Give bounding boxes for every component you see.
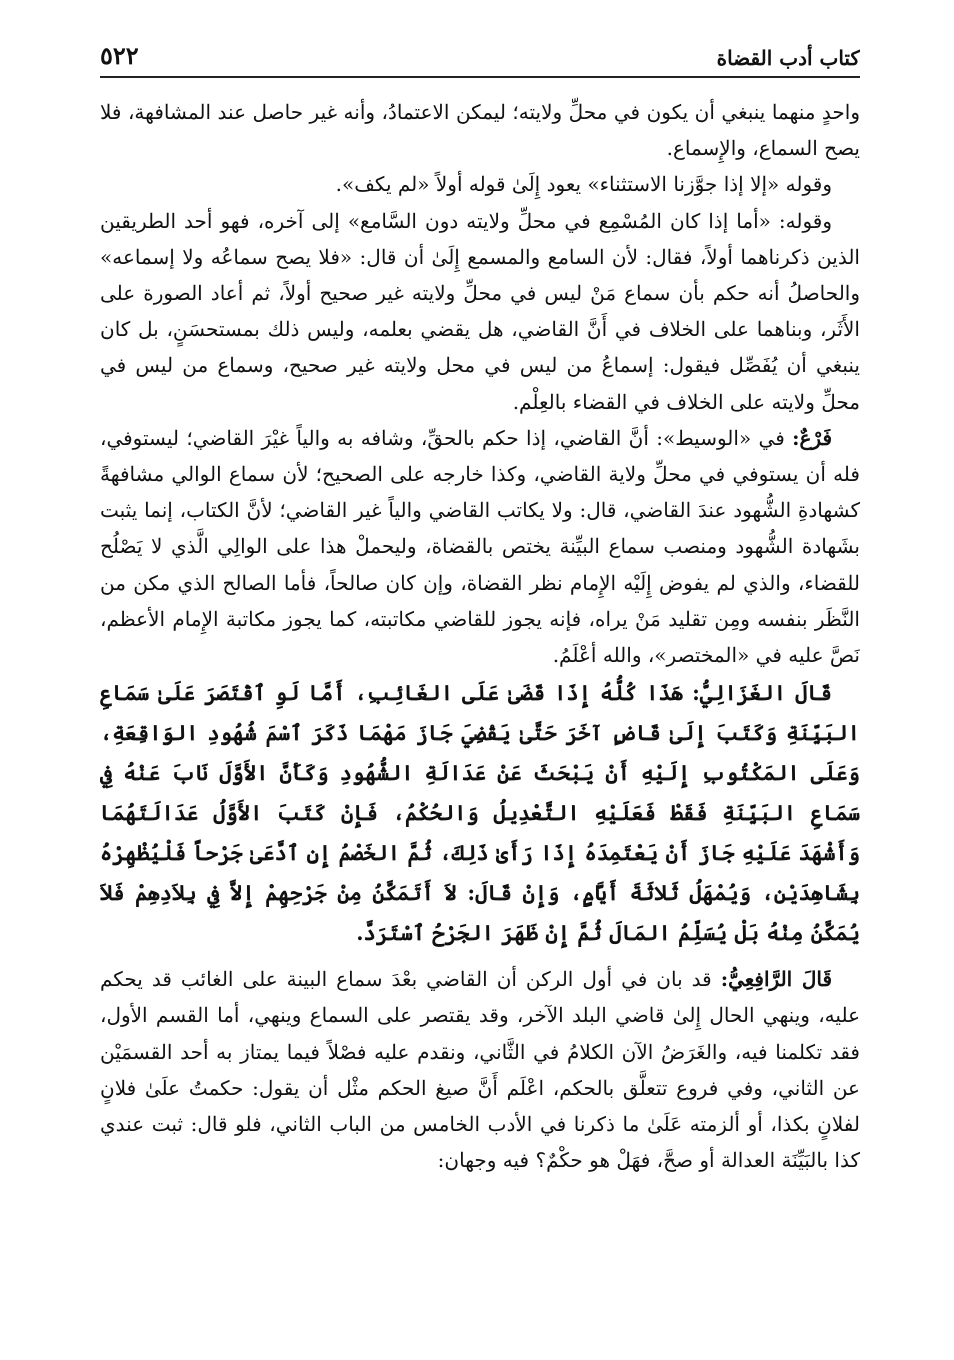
paragraph-text: هَذَا كُلُّهُ إِذَا قَضَىٰ عَلَى الغَائِبِ، أَمَّا لَوِ ٱقْتَصَرَ عَلَىٰ سَمَاعِ البَيِّنَةِ وَكَتَبَ إِلَىٰ قَاضٍ آخَرَ حَتَّىٰ يَقْضِيَ جَازَ مَهْمَا ذَكَرَ ٱسْمَ شُهُودِ الوَاقِعَةِ، وَعَلَى المَكْتُوبِ إِلَيْهِ أَنْ يَبْحَثَ عَنْ عَدَالَةِ الشُّهُودِ وَكَأَنَّ الأَوَّلَ نَابَ عَنْهُ فِي سَمَاعِ البَيِّنَةِ فَقَطْ فَعَلَيْهِ التَّعْدِيلُ وَالحُكْمُ، فَإِنْ كَتَبَ الأَوَّلُ عَدَالَتَهُمَا وَأَشْهَدَ عَلَيْهِ جَازَ أَنْ يَعْتَمِدَهُ إِذَا رَأَىٰ ذَلِكَ، ثُمَّ الخَصْمُ إِنِ ٱدَّعَىٰ جَرْحاً فَلْيُظْهِرْهُ بِشَاهِدَيْنِ، وَيُمْهَلُ ثَلاثَةَ أَيَّامٍ، وَإِنْ قَالَ: لاَ أَتَمَكَّنُ مِنْ جَرْحِهِمْ إِلاَّ فِي بِلاَدِهِمْ فَلاَ يُمَكَّنُ مِنْهُ بَلْ يُسَلِّمُ المَالَ ثُمَّ إِنْ ظَهَرَ الجَرْحُ ٱسْتَرَدَّ. <box>100 680 860 946</box>
page-number: ٥٢٢ <box>100 41 139 70</box>
paragraph-ghazali-matn <box>100 673 860 953</box>
paragraph-text: وقوله: «أما إذا كان المُسْمِع في محلِّ ولايته دون السَّامع» إلى آخره، فهو أحد الطريقين الذين ذكرناهما أولاً، فقال: لأن السامع والمسمع إِلَىٰ أن قال: «فلا يصح سماعُه ولا إسماعه» والحاصلُ أنه حكم بأن سماع مَنْ ليس في محلِّ ولايته غير صحيح أولاً، ثم أعاد الصورة على الأَثَر، وبناهما على الخلاف في أَنَّ القاضي، هل يقضي بعلمه، وليس ذلك بمستحسَنٍ، بل كان ينبغي أن يُفَصِّل فيقول: إسماعُ من ليس في محل ولايته غير صحيح، وسماع من ليس في محلِّ ولايته على الخلاف في القضاء بالعِلْم. <box>100 208 860 414</box>
paragraph-lead: فَرْعٌ: <box>792 425 833 450</box>
paragraph-rafii-commentary <box>100 961 860 1178</box>
running-title: كتاب أدب القضاة <box>716 46 860 70</box>
paragraph-text: قد بان في أول الركن أن القاضي بعْدَ سماع البينة على الغائب قد يحكم عليه، وينهي الحال إِلىٰ قاضي البلد الآخر، وقد يقتصر على السماع وينهي، أما القسم الأول، فقد تكلمنا فيه، والغَرَضُ الآن الكلامُ في الثَّاني، ونقدم عليه فصْلاً فيما يمتاز به أحد القسمَيْن عن الثاني، وفي فروع تتعلَّق بالحكم، اعْلَم أَنَّ صيغ الحكم مثْل أن يقول: حكمتُ علَىٰ فلانٍ لفلانٍ بكذا، أو ألزمته عَلَىٰ ما ذكرنا في الأدب الخامس من الباب الثاني، فلو قال: ثبت عندي كذا بالبَيِّنَة العدالة أو صحَّ، فهَلْ هو حكْمٌ؟ فيه وجهان: <box>100 967 860 1173</box>
page-header <box>100 30 860 78</box>
body-text <box>100 94 860 1178</box>
paragraph-2 <box>100 166 860 202</box>
paragraph-1 <box>100 94 860 166</box>
paragraph-text: وقوله «إلا إذا جوَّزنا الاستثناء» يعود إِلَىٰ قوله أولاً «لم يكف». <box>335 172 832 197</box>
paragraph-4 <box>100 420 860 673</box>
paragraph-lead: قَالَ الرَّافِعِيُّ: <box>720 967 833 992</box>
paragraph-text: واحدٍ منهما ينبغي أن يكون في محلِّ ولايته؛ ليمكن الاعتمادُ، وأنه غير حاصل عند المشافهة، فلا يصح السماع، والإِسماع. <box>100 100 860 161</box>
paragraph-lead: قَالَ الغَزَالِيُّ: <box>692 680 832 706</box>
page <box>100 30 860 1340</box>
paragraph-3 <box>100 203 860 420</box>
paragraph-text: في «الوسيط»: أنَّ القاضي، إذا حكم بالحقِّ، وشافه به والياً غيْرَ القاضي؛ ليستوفي، فله أن يستوفي في محلِّ ولاية القاضي، وكذا خارجه على الصحيح؛ لأن سماع الوالي مشافهةً كشهادةِ الشُّهود عندَ القاضي، قال: ولا يكاتب القاضي والياً غير القاضي؛ لأنَّ الكتاب، إنما يثبت بشَهادة الشُّهود ومنصب سماع البيِّنة يختص بالقضاة، وليحملْ هذا على الوالِي الَّذي لا يَصْلُح للقضاء، والذي لم يفوض إِلَيْه الإِمام نظر القضاة، وإن كان صالحاً، فأما الصالح الذي مكن من النَّظَر بنفسه ومِن تقليد مَنْ يراه، فإنه يجوز للقاضي مكاتبته، كما يجوز مكاتبة الإِمام الأعظم، نَصَّ عليه في «المختصر»، والله أعْلَمُ. <box>100 425 860 668</box>
spacer <box>100 953 860 961</box>
